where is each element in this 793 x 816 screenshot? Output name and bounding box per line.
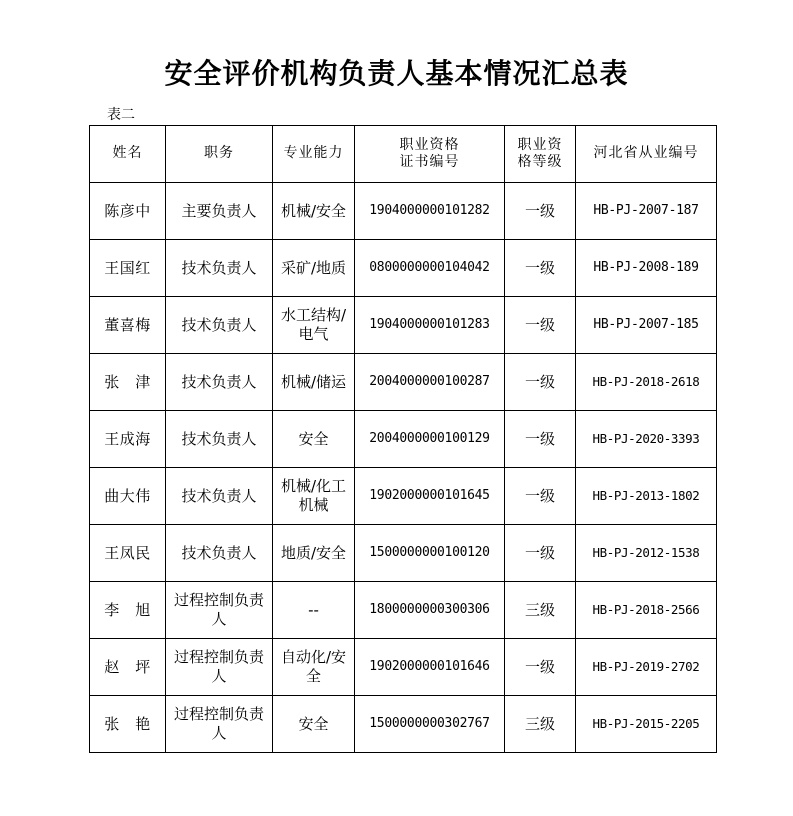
cell-position: 技术负责人 [166, 468, 273, 525]
cell-cert-no: 0800000000104042 [355, 240, 505, 297]
cell-level: 一级 [505, 468, 576, 525]
table-row [90, 525, 717, 582]
cell-specialty: 自动化/安全 [273, 639, 355, 696]
cell-position: 技术负责人 [166, 354, 273, 411]
cell-name: 王国红 [90, 240, 166, 297]
header-level: 职业资 格等级 [505, 126, 576, 183]
cell-specialty: -- [273, 582, 355, 639]
cell-level: 一级 [505, 354, 576, 411]
cell-position: 主要负责人 [166, 183, 273, 240]
cell-practice-no: HB-PJ-2015-2205 [576, 696, 717, 753]
table-row [90, 411, 717, 468]
table-row [90, 183, 717, 240]
cell-level: 一级 [505, 639, 576, 696]
summary-table [89, 125, 717, 753]
cell-practice-no: HB-PJ-2008-189 [576, 240, 717, 297]
header-position: 职务 [166, 126, 273, 183]
cell-name: 董喜梅 [90, 297, 166, 354]
table-label: 表二 [107, 107, 135, 123]
cell-practice-no: HB-PJ-2018-2618 [576, 354, 717, 411]
cell-level: 一级 [505, 297, 576, 354]
cell-level: 三级 [505, 582, 576, 639]
cell-specialty: 机械/储运 [273, 354, 355, 411]
header-cert-no: 职业资格 证书编号 [355, 126, 505, 183]
cell-specialty: 地质/安全 [273, 525, 355, 582]
cell-specialty: 安全 [273, 411, 355, 468]
table-row [90, 297, 717, 354]
cell-level: 一级 [505, 411, 576, 468]
table-row [90, 696, 717, 753]
cell-position: 技术负责人 [166, 240, 273, 297]
cell-level: 三级 [505, 696, 576, 753]
cell-practice-no: HB-PJ-2007-187 [576, 183, 717, 240]
table-row [90, 468, 717, 525]
cell-position: 过程控制负责人 [166, 639, 273, 696]
cell-cert-no: 1904000000101282 [355, 183, 505, 240]
header-row [90, 126, 717, 183]
cell-practice-no: HB-PJ-2013-1802 [576, 468, 717, 525]
cell-specialty: 水工结构/电气 [273, 297, 355, 354]
cell-cert-no: 2004000000100129 [355, 411, 505, 468]
cell-practice-no: HB-PJ-2020-3393 [576, 411, 717, 468]
header-practice-no: 河北省从业编号 [576, 126, 717, 183]
cell-name: 赵 坪 [90, 639, 166, 696]
cell-cert-no: 1902000000101645 [355, 468, 505, 525]
cell-practice-no: HB-PJ-2007-185 [576, 297, 717, 354]
cell-level: 一级 [505, 183, 576, 240]
cell-specialty: 机械/安全 [273, 183, 355, 240]
cell-specialty: 机械/化工机械 [273, 468, 355, 525]
cell-specialty: 采矿/地质 [273, 240, 355, 297]
cell-specialty: 安全 [273, 696, 355, 753]
cell-level: 一级 [505, 240, 576, 297]
cell-cert-no: 1902000000101646 [355, 639, 505, 696]
cell-cert-no: 1904000000101283 [355, 297, 505, 354]
cell-position: 过程控制负责人 [166, 696, 273, 753]
cell-cert-no: 1500000000302767 [355, 696, 505, 753]
table-row [90, 582, 717, 639]
cell-position: 技术负责人 [166, 525, 273, 582]
document-title: 安全评价机构负责人基本情况汇总表 [164, 57, 629, 90]
table-row [90, 639, 717, 696]
cell-name: 陈彦中 [90, 183, 166, 240]
cell-level: 一级 [505, 525, 576, 582]
cell-cert-no: 2004000000100287 [355, 354, 505, 411]
cell-position: 技术负责人 [166, 297, 273, 354]
cell-name: 曲大伟 [90, 468, 166, 525]
header-name: 姓名 [90, 126, 166, 183]
cell-cert-no: 1500000000100120 [355, 525, 505, 582]
cell-practice-no: HB-PJ-2019-2702 [576, 639, 717, 696]
cell-cert-no: 1800000000300306 [355, 582, 505, 639]
cell-practice-no: HB-PJ-2018-2566 [576, 582, 717, 639]
header-specialty: 专业能力 [273, 126, 355, 183]
cell-position: 技术负责人 [166, 411, 273, 468]
cell-name: 王成海 [90, 411, 166, 468]
table-row [90, 354, 717, 411]
cell-name: 张 津 [90, 354, 166, 411]
cell-name: 张 艳 [90, 696, 166, 753]
cell-name: 王凤民 [90, 525, 166, 582]
cell-position: 过程控制负责人 [166, 582, 273, 639]
cell-practice-no: HB-PJ-2012-1538 [576, 525, 717, 582]
cell-name: 李 旭 [90, 582, 166, 639]
table-row [90, 240, 717, 297]
